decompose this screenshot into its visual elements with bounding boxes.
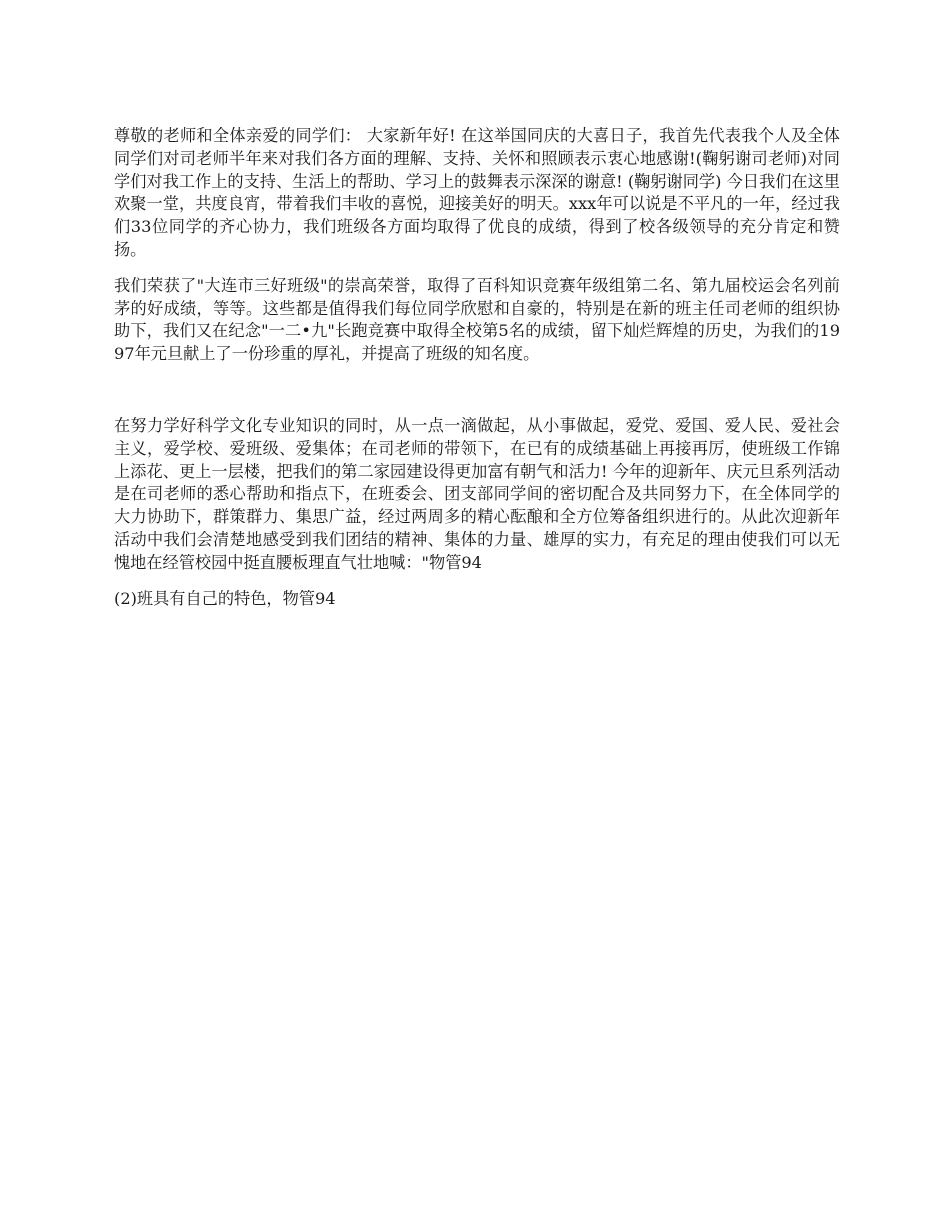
paragraph-activities: 在努力学好科学文化专业知识的同时，从一点一滴做起，从小事做起，爱党、爱国、爱人民、爱社会主义，爱学校、爱班级、爱集体；在司老师的带领下，在已有的成绩基础上再接再厉，使班级工作锦上添花、更上一层楼，把我们的第二家园建设得更加富有朝气和活力! 今年的迎新年、庆元旦系列活动是在司老师的悉心帮助和指点下，在班委会、团支部同学间的密切配合及共同努力下，在全体同学的大力协助下，群策群力、集思广益，经过两周多的精心酝酿和全方位筹备组织进行的。从此次迎新年活动中我们会清楚地感受到我们团结的精神、集体的力量、雄厚的实力，有充足的理由使我们可以无愧地在经管校园中挺直腰板理直气壮地喊："物管94 <box>114 415 840 572</box>
paragraph-greeting: 尊敬的老师和全体亲爱的同学们： 大家新年好! 在这举国同庆的大喜日子，我首先代表我个人及全体同学们对司老师半年来对我们各方面的理解、支持、关怀和照顾表示衷心地感谢!(鞠躬谢司老师)对同学们对我工作上的支持、生活上的帮助、学习上的鼓舞表示深深的谢意! (鞠躬谢同学) 今日我们在这里欢聚一堂，共度良宵，带着我们丰收的喜悦，迎接美好的明天。xxx年可以说是不平凡的一年，经过我们33位同学的齐心协力，我们班级各方面均取得了优良的成绩，得到了校各级领导的充分肯定和赞扬。 <box>114 126 840 259</box>
document-page <box>114 125 840 610</box>
paragraph-class-feature: (2)班具有自己的特色，物管94 <box>114 588 336 608</box>
paragraph-honors: 我们荣获了"大连市三好班级"的崇高荣誉，取得了百科知识竞赛年级组第二名、第九届校运会名列前茅的好成绩，等等。这些都是值得我们每位同学欣慰和自豪的，特别是在新的班主任司老师的组织协助下，我们又在纪念"一二•九"长跑竞赛中取得全校第5名的成绩，留下灿烂辉煌的历史，为我们的1997年元旦献上了一份珍重的厚礼，并提高了班级的知名度。 <box>114 275 840 364</box>
